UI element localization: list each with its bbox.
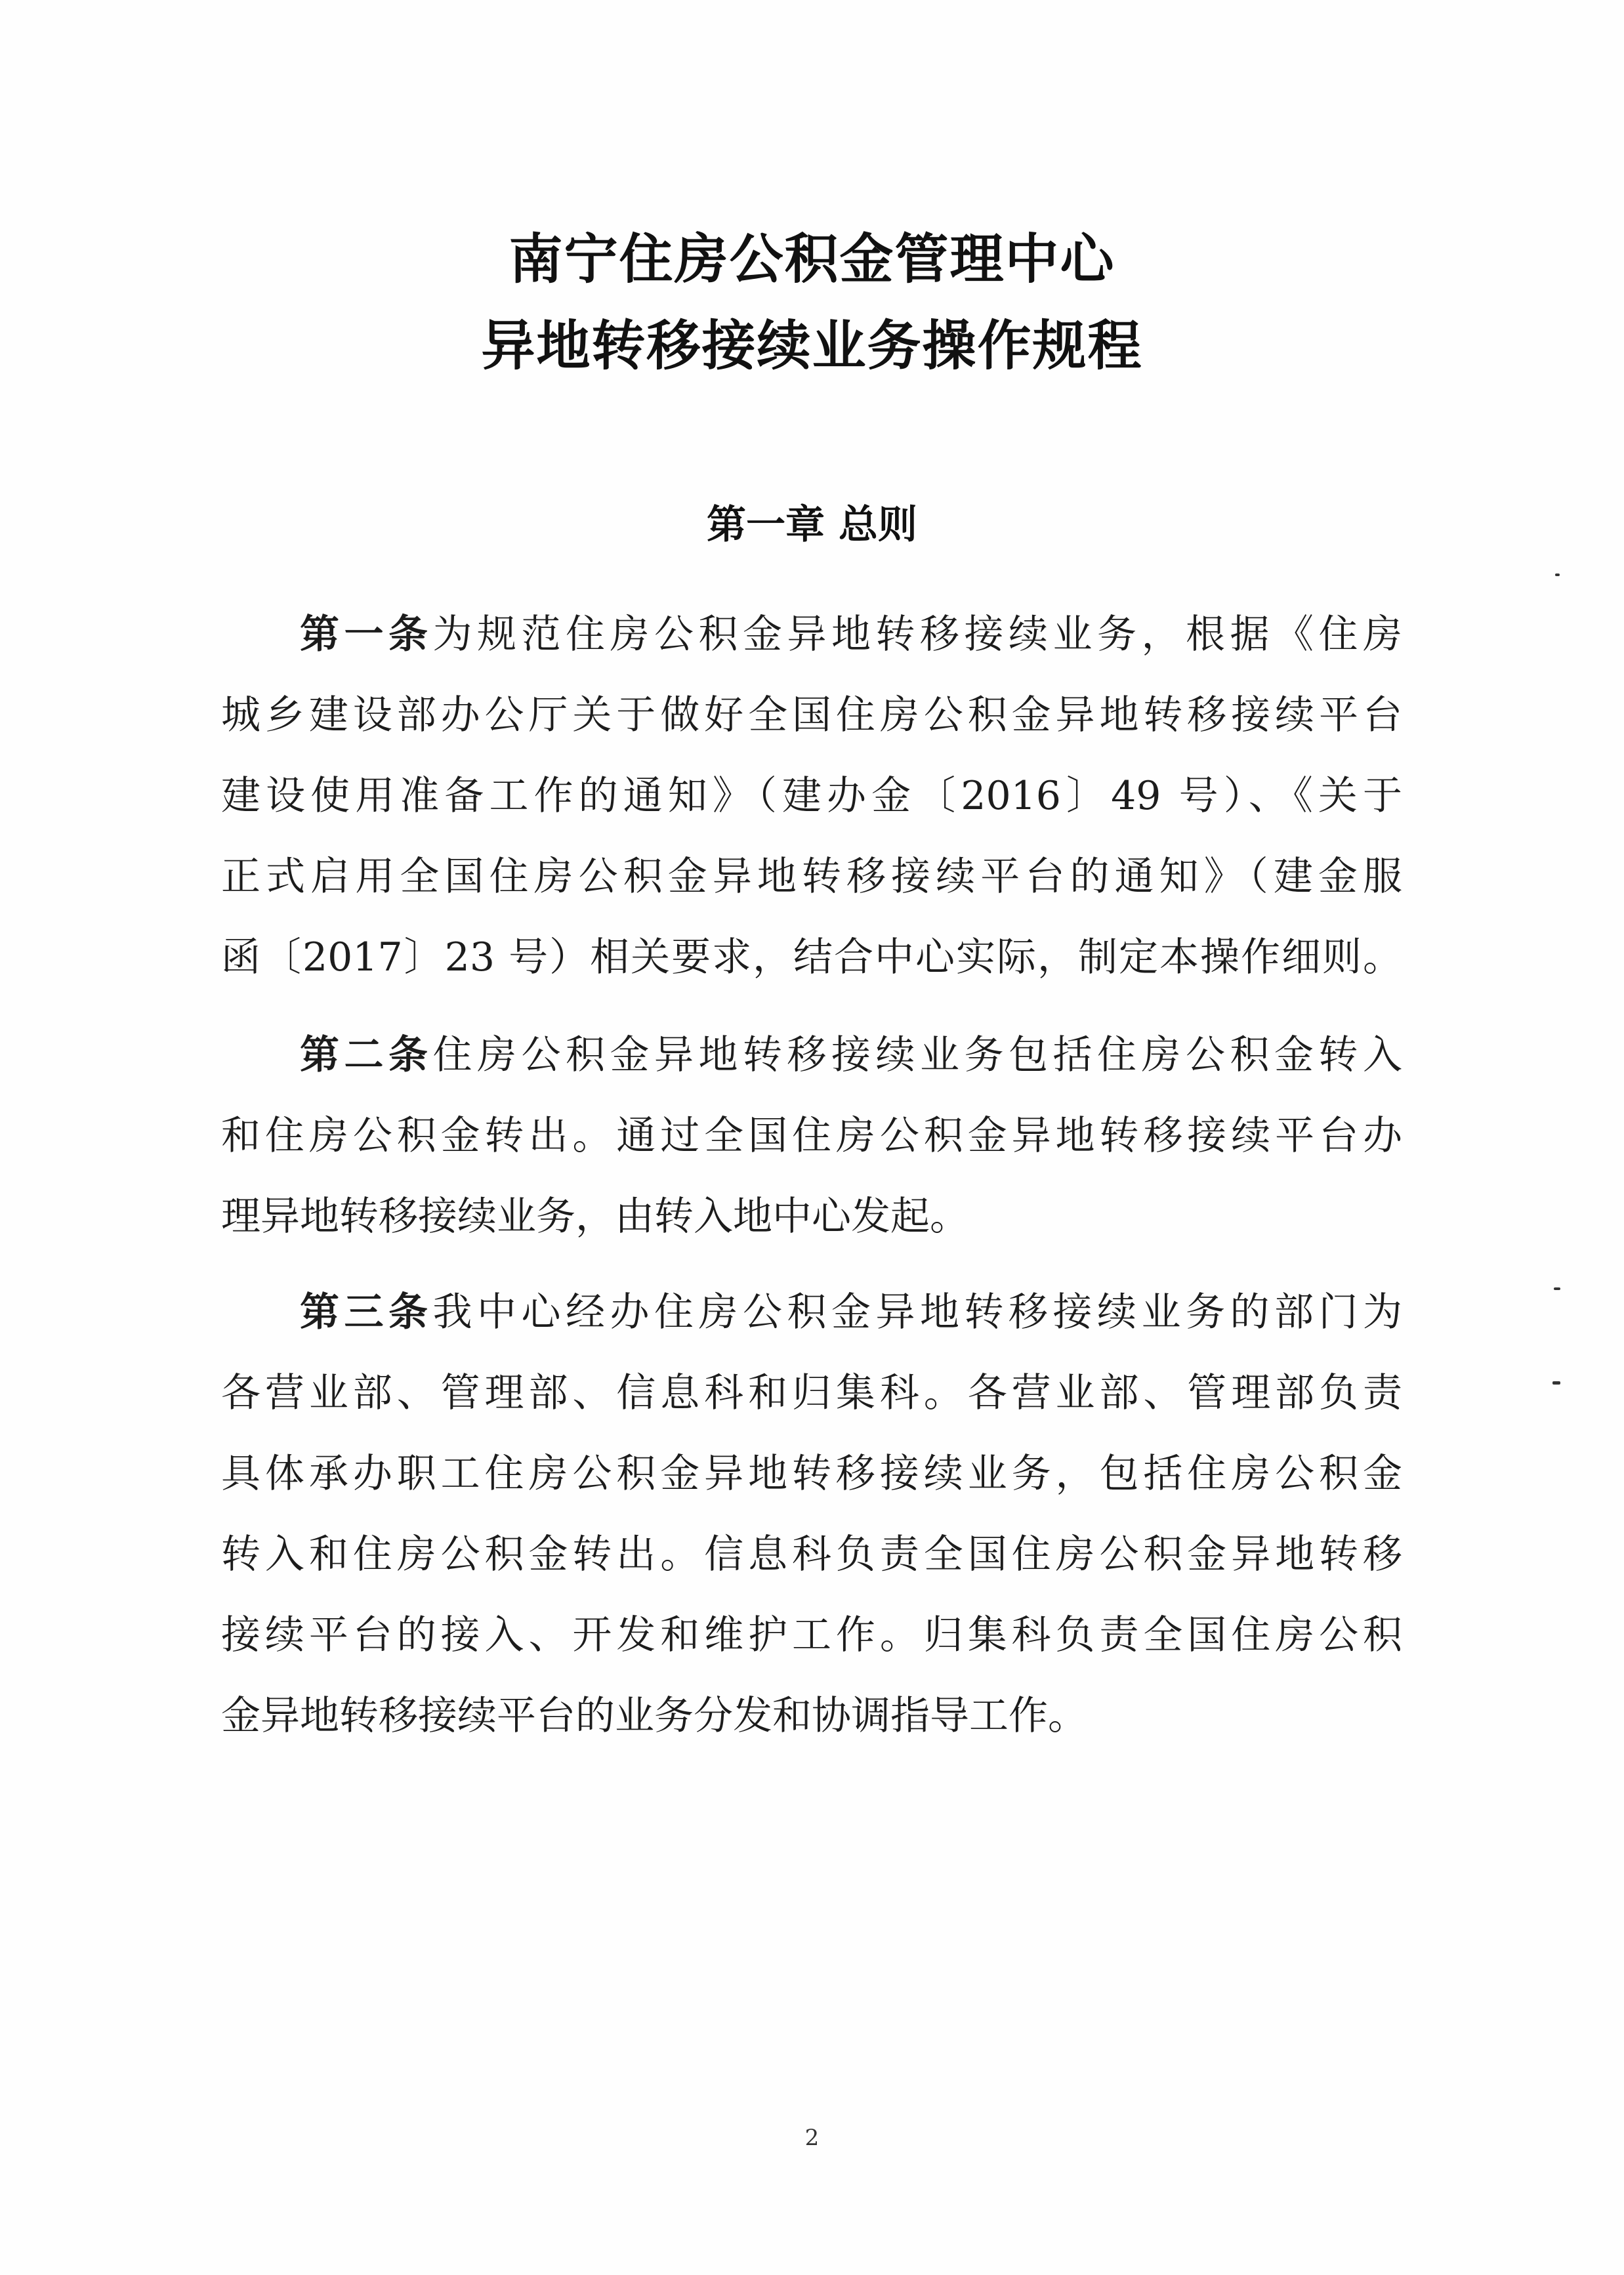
article-1-text-line-3: 建设使用准备工作的通知》（建办金〔2016〕49 号）、《关于 bbox=[221, 773, 1402, 819]
article-2-text-line-3: 理异地转移接续业务，由转入地中心发起。 bbox=[221, 1194, 969, 1240]
document-title-line-2: 异地转移接续业务操作规程 bbox=[481, 315, 1143, 377]
article-3-text-line-6: 金异地转移接续平台的业务分发和协调指导工作。 bbox=[221, 1693, 1087, 1739]
article-3-text-line-5: 接续平台的接入、开发和维护工作。归集科负责全国住房公积 bbox=[221, 1612, 1402, 1658]
article-3-label: 第三条 bbox=[300, 1289, 433, 1335]
document-title-line-1: 南宁住房公积金管理中心 bbox=[509, 228, 1115, 291]
article-3-text-line-1: 我中心经办住房公积金异地转移接续业务的部门为 bbox=[432, 1289, 1402, 1335]
article-3-text-line-3: 具体承办职工住房公积金异地转移接续业务，包括住房公积金 bbox=[221, 1451, 1402, 1497]
article-1-text-line-5: 函〔2017〕23 号）相关要求，结合中心实际，制定本操作细则。 bbox=[221, 934, 1402, 980]
article-1-line-1 bbox=[300, 595, 1402, 674]
article-3-line-1 bbox=[300, 1273, 1402, 1352]
article-2-text-line-2: 和住房公积金转出。通过全国住房公积金异地转移接续平台办 bbox=[221, 1113, 1402, 1159]
article-2-text-line-1: 住房公积金异地转移接续业务包括住房公积金转入 bbox=[432, 1032, 1402, 1078]
article-1-label: 第一条 bbox=[300, 612, 433, 657]
page-number: 2 bbox=[804, 2125, 820, 2151]
article-1-text-line-1: 为规范住房公积金异地转移接续业务，根据《住房 bbox=[432, 612, 1402, 657]
article-3-text-line-2: 各营业部、管理部、信息科和归集科。各营业部、管理部负责 bbox=[221, 1370, 1402, 1416]
article-1-text-line-4: 正式启用全国住房公积金异地转移接续平台的通知》（建金服 bbox=[221, 854, 1402, 900]
scan-speck bbox=[1555, 574, 1560, 576]
article-1-text-line-2: 城乡建设部办公厅关于做好全国住房公积金异地转移接续平台 bbox=[221, 692, 1402, 738]
article-3-text-line-4: 转入和住房公积金转出。信息科负责全国住房公积金异地转移 bbox=[221, 1532, 1402, 1577]
scan-speck bbox=[1552, 1381, 1560, 1385]
scan-speck bbox=[1554, 1287, 1560, 1290]
chapter-heading: 第一章 总则 bbox=[707, 502, 917, 548]
article-2-label: 第二条 bbox=[300, 1032, 433, 1078]
article-2-line-1 bbox=[300, 1016, 1402, 1095]
